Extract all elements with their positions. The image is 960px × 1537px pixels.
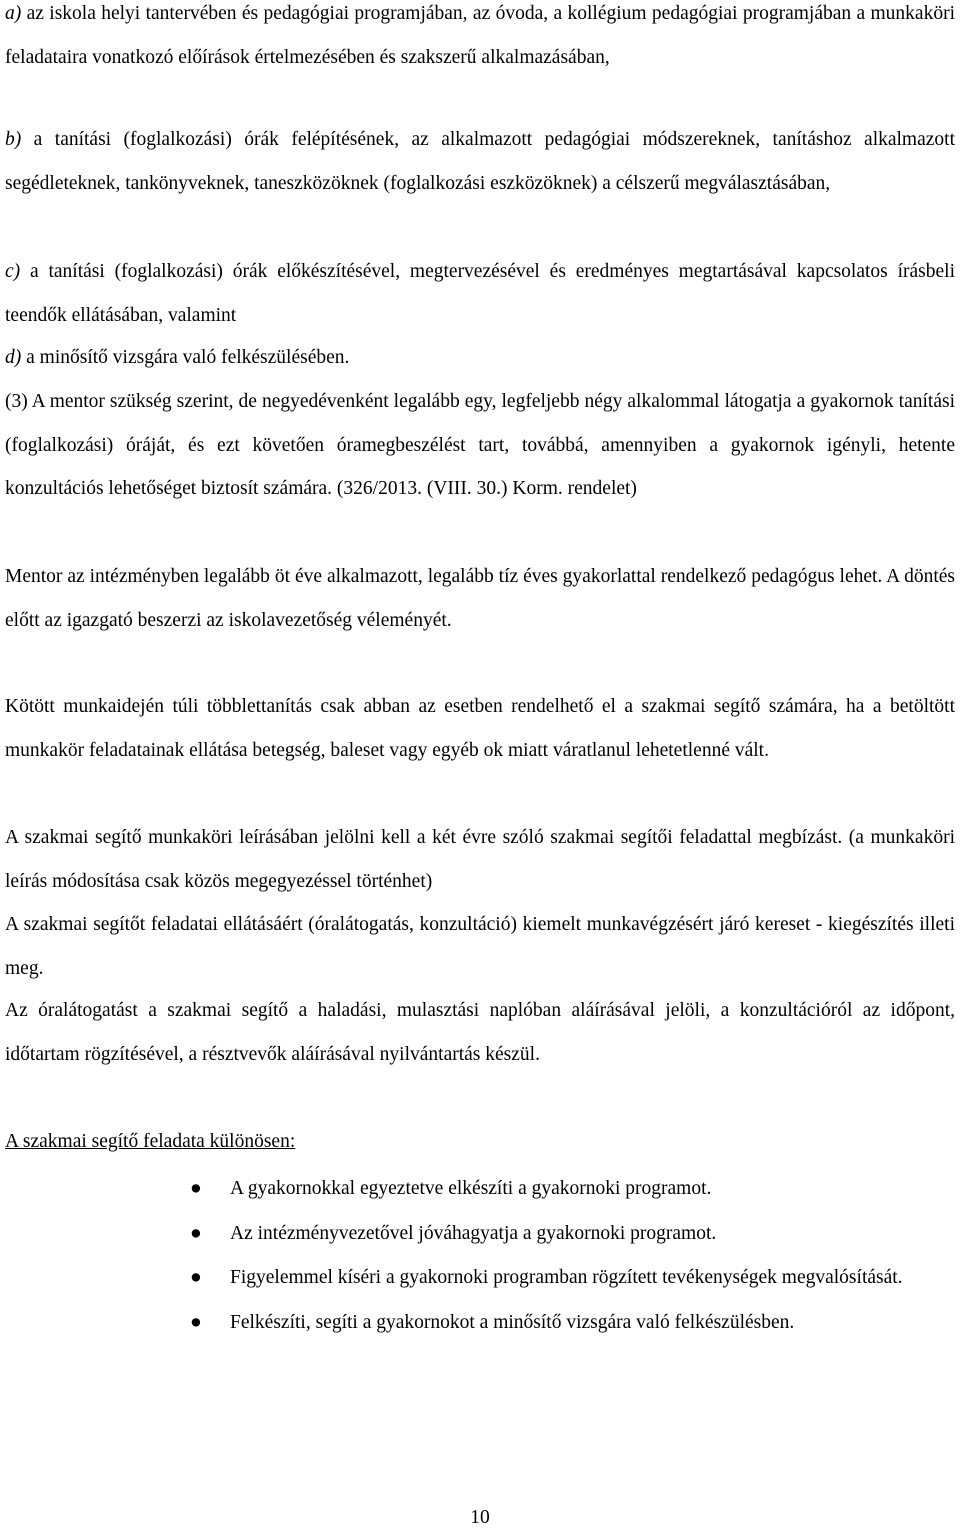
bullet-icon: ● bbox=[190, 1311, 202, 1333]
paragraph-mentor-requirements: Mentor az intézményben legalább öt éve alkalmazott, legalább tíz éves gyakorlattal rendelkező pedagógus lehet. A döntés előtt az igazgató beszerzi az iskolavezetőség véleményét. bbox=[5, 566, 955, 631]
paragraph-lesson-visit: Az óralátogatást a szakmai segítő a haladási, mulasztási naplóban aláírásával jelöli, a konzultációról az időpont, időtartam rögzítésével, a résztvevők aláírásával nyilvántartás készül. bbox=[5, 1000, 955, 1065]
list-item-text: Az intézményvezetővel jóváhagyatja a gyakornoki programot. bbox=[230, 1222, 717, 1244]
bullet-icon: ● bbox=[190, 1222, 202, 1244]
item-a bbox=[5, 0, 955, 79]
bullet-icon: ● bbox=[190, 1267, 202, 1288]
item-c-label: c) bbox=[5, 261, 21, 282]
paragraph-pay: A szakmai segítőt feladatai ellátásáért (óralátogatás, konzultáció) kiemelt munkavégzésért járó kereset - kiegészítés illeti meg. bbox=[5, 914, 955, 979]
list-item-text: Felkészíti, segíti a gyakornokot a minősítő vizsgára való felkészülésben. bbox=[230, 1311, 795, 1333]
item-b-text: a tanítási (foglalkozási) órák felépítésének, az alkalmazott pedagógiai módszereknek, tanításhoz alkalmazott segédleteknek, tankönyveknek, taneszközöknek (foglalkozási eszközöknek) a célszerű megválasztásában, bbox=[5, 129, 955, 194]
item-b bbox=[5, 118, 955, 205]
list-item bbox=[190, 1256, 956, 1301]
page-number: 10 bbox=[470, 1507, 490, 1528]
item-d-text: a minősítő vizsgára való felkészülésében. bbox=[21, 347, 350, 368]
item-a-label: a) bbox=[5, 3, 22, 24]
item-d-label: d) bbox=[5, 347, 22, 368]
item-b-label: b) bbox=[5, 129, 22, 150]
paragraph-overtime: Kötött munkaidején túli többlettanítás csak abban az esetben rendelhető el a szakmai segítő számára, ha a betöltött munkakör feladatainak ellátása betegség, baleset vagy egyéb ok miatt váratlanul lehetetlenné vált. bbox=[5, 696, 955, 761]
list-item bbox=[190, 1301, 956, 1346]
item-c-text: a tanítási (foglalkozási) órák előkészítésével, megtervezésével és eredményes megtartásával kapcsolatos írásbeli teendők ellátásában, valamint bbox=[5, 261, 955, 326]
paragraph-mentor-visits: (3) A mentor szükség szerint, de negyedévenként legalább egy, legfeljebb négy alkalommal látogatja a gyakornok tanítási (foglalkozási) óráját, és ezt követően óramegbeszélést tart, továbbá, amennyiben a gyakornok igényli, hetente konzultációs lehetőséget biztosít számára. (326/2013. (VIII. 30.) Korm. rendelet) bbox=[5, 391, 955, 499]
paragraph-job-description: A szakmai segítő munkaköri leírásában jelölni kell a két évre szóló szakmai segítői feladattal megbízást. (a munkaköri leírás módosítása csak közös megegyezéssel történhet) bbox=[5, 827, 955, 892]
list-item bbox=[190, 1167, 956, 1212]
item-a-text: az iskola helyi tantervében és pedagógiai programjában, az óvoda, a kollégium pedagógiai programjában a munkaköri feladataira vonatkozó előírások értelmezésében és szakszerű alkalmazásában, bbox=[5, 3, 955, 68]
item-d bbox=[5, 336, 955, 380]
tasks-heading bbox=[5, 1120, 955, 1164]
tasks-heading-text: A szakmai segítő feladata különösen: bbox=[5, 1131, 296, 1152]
item-c bbox=[5, 250, 955, 337]
bullet-icon: ● bbox=[190, 1178, 202, 1199]
list-item-text: Figyelemmel kíséri a gyakornoki programban rögzített tevékenységek megvalósítását. bbox=[230, 1267, 903, 1288]
list-item-text: A gyakornokkal egyeztetve elkészíti a gyakornoki programot. bbox=[230, 1178, 712, 1199]
tasks-list bbox=[190, 1167, 956, 1345]
list-item bbox=[190, 1212, 956, 1257]
